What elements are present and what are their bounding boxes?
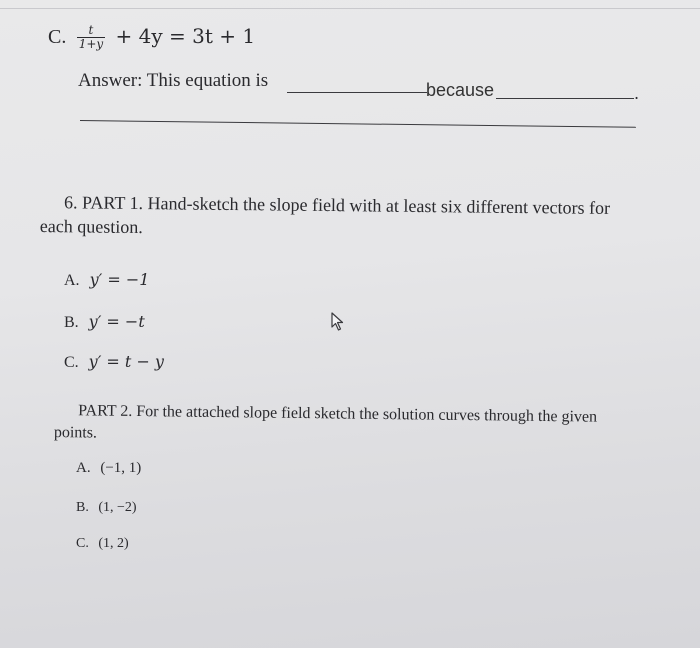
page-fold-divider bbox=[0, 8, 700, 9]
mouse-pointer-icon bbox=[330, 312, 346, 336]
part-1-item-a bbox=[64, 270, 149, 290]
because-label bbox=[426, 80, 494, 101]
part-2-point-c bbox=[76, 536, 129, 552]
part-c-fraction bbox=[77, 24, 105, 51]
item-expression: y′ = −t bbox=[88, 312, 145, 331]
item-expression: y′ = −1 bbox=[89, 270, 150, 289]
item-label: B. bbox=[64, 314, 79, 331]
answer-blank-line-3[interactable] bbox=[80, 120, 636, 128]
point-value: (1, 2) bbox=[98, 536, 129, 551]
fraction-numerator: t bbox=[77, 24, 105, 38]
answer-period: . bbox=[634, 84, 640, 103]
part-2-point-a bbox=[76, 460, 141, 477]
part-1-item-b bbox=[64, 312, 145, 332]
part-c-equation-rest: + 4y = 3t + 1 bbox=[115, 24, 256, 48]
part-2-point-b bbox=[76, 500, 137, 516]
item-label: A. bbox=[64, 272, 80, 289]
point-label: B. bbox=[76, 500, 89, 515]
question-6-part-1-text: 6. PART 1. Hand-sketch the slope field with at least six different vectors for each question. bbox=[39, 192, 611, 238]
part-c-prefix: C. bbox=[48, 26, 67, 48]
point-value: (1, −2) bbox=[98, 500, 137, 515]
part-1-item-c bbox=[64, 352, 164, 372]
answer-prefix-text: Answer: This equation is bbox=[78, 70, 269, 91]
because-text: because bbox=[426, 80, 495, 100]
fraction-denominator: 1+y bbox=[78, 37, 104, 51]
point-label: A. bbox=[76, 460, 91, 476]
item-label: C. bbox=[64, 354, 79, 371]
answer-label bbox=[78, 70, 268, 92]
part-c-equation bbox=[48, 24, 255, 51]
point-label: C. bbox=[76, 536, 89, 551]
answer-blank-line-2[interactable] bbox=[496, 98, 634, 99]
question-6-part-2-text: PART 2. For the attached slope field sketch the solution curves through the given points. bbox=[53, 402, 598, 442]
point-value: (−1, 1) bbox=[100, 460, 142, 476]
item-expression: y′ = t − y bbox=[88, 352, 164, 371]
answer-blank-line-1[interactable] bbox=[287, 92, 427, 93]
